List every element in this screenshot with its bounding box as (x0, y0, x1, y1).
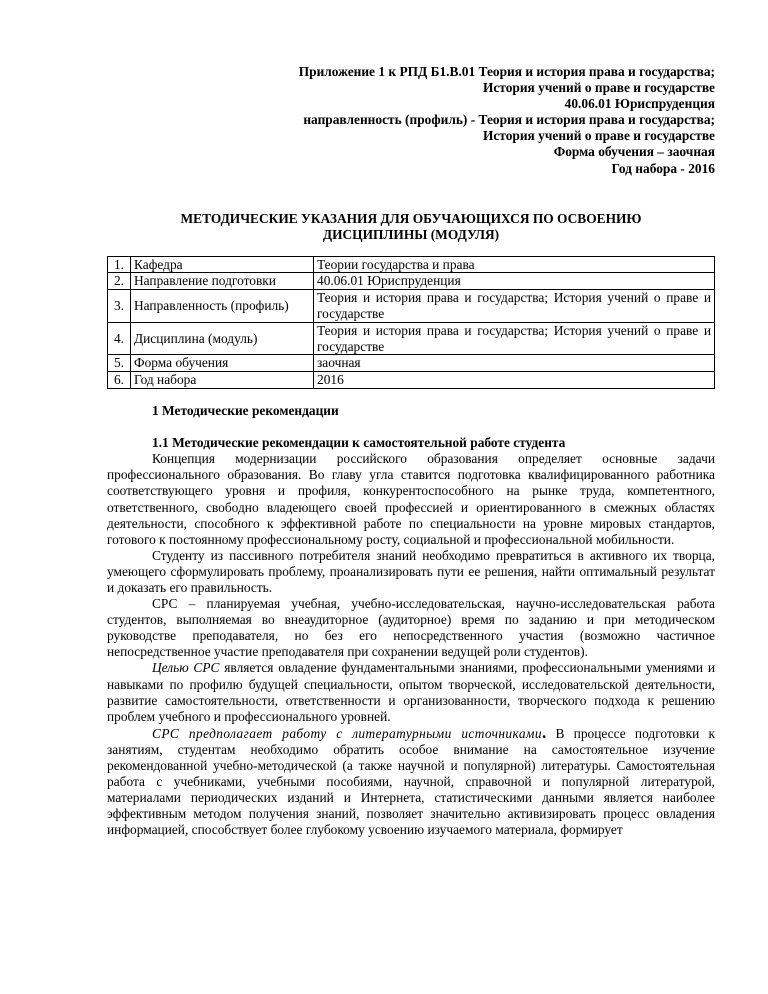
header-line: Год набора - 2016 (611, 160, 715, 176)
row-label: Направленность (профиль) (131, 290, 314, 323)
row-value: Теории государства и права (314, 256, 715, 273)
row-value: Теория и история права и государства; История учений о праве и государстве (314, 290, 715, 323)
italic-term: Целью СРС (152, 660, 220, 676)
document-page (107, 64, 715, 838)
paragraph (107, 660, 715, 724)
row-label: Кафедра (131, 256, 314, 273)
paragraph (107, 722, 715, 839)
header-line: Приложение 1 к РПД Б1.В.01 Теория и история права и государства; (298, 64, 715, 79)
row-number: 4. (108, 322, 131, 355)
paragraph-text: является овладение фундаментальными знаниями, профессиональными умениями и навыками по профилю будущей специальности, опытом творческой, исследовательской деятельности, развитие самостоятельности, ответственности и организованности, творческого подхода к решению проблем учебного и профессионального уровней. (107, 660, 716, 724)
paragraph: Студенту из пассивного потребителя знаний необходимо превратиться в активного их творца, умеющего сформулировать проблему, проанализировать пути ее решения, найти оптимальный результат и доказать его правильность. (107, 547, 715, 595)
row-label: Направление подготовки (131, 273, 314, 290)
row-number: 6. (108, 372, 131, 389)
paragraph: Концепция модернизации российского образования определяет основные задачи профессионального образования. Во главу угла ставится подготовка квалифицированного работника соответствующего уровня и профиля, конкурентоспособного на рынке труда, компетентного, ответственного, свободно владеющего своей профессией и ориентированного в смежных областях деятельности, способного к эффективной работе по специальности на уровне мировых стандартов, готового к постоянному профессиональному росту, социальной и профессиональной мобильности. (107, 451, 715, 547)
table-row (108, 273, 715, 290)
header-line: направленность (профиль) - Теория и история права и государства; (303, 112, 715, 128)
paragraph: СРС – планируемая учебная, учебно-исследовательская, научно-исследовательская работа студентов, выполняемая во внеаудиторное (аудиторное) время по заданию и при методическом руководстве преподавателя, но без его непосредственного участия (возможно частичное непосредственное участие преподавателя при сохранении ведущей роли студентов). (107, 596, 715, 660)
document-header (107, 64, 715, 177)
table-row (108, 355, 715, 372)
header-line: 40.06.01 Юриспруденция (564, 96, 715, 112)
discipline-info-table (107, 256, 715, 389)
bold-period: . (541, 722, 547, 742)
italic-term: СРС предполагает работу с литературными источниками (152, 725, 542, 741)
table-row (108, 322, 715, 355)
row-label: Год набора (131, 372, 314, 389)
header-line: История учений о праве и государстве (482, 80, 715, 96)
row-label: Форма обучения (131, 355, 314, 372)
row-number: 5. (108, 355, 131, 372)
table-row (108, 372, 715, 389)
subsection-heading: 1.1 Методические рекомендации к самостоятельной работе студента (152, 435, 566, 451)
title-line: ДИСЦИПЛИНЫ (МОДУЛЯ) (322, 227, 500, 243)
row-number: 3. (108, 290, 131, 323)
title-line: МЕТОДИЧЕСКИЕ УКАЗАНИЯ ДЛЯ ОБУЧАЮЩИХСЯ ПО ОСВОЕНИЮ (180, 210, 642, 226)
table-row (108, 290, 715, 323)
document-title (107, 211, 715, 244)
row-value: заочная (314, 355, 715, 372)
header-line: Форма обучения – заочная (553, 144, 715, 160)
section-heading: 1 Методические рекомендации (152, 403, 339, 419)
header-line: История учений о праве и государстве (482, 128, 715, 144)
row-label: Дисциплина (модуль) (131, 322, 314, 355)
row-value: 2016 (314, 372, 715, 389)
row-value: Теория и история права и государства; История учений о праве и государстве (314, 322, 715, 355)
row-number: 1. (108, 256, 131, 273)
row-value: 40.06.01 Юриспруденция (314, 273, 715, 290)
paragraph-text: В процессе подготовки к занятиям, студентам необходимо обратить особое внимание на самостоятельное изучение рекомендованной учебно-методической (а также научной и популярной) литературы. Самостоятельная работа с учебниками, учебными пособиями, научной, справочной и популярной литературой, материалами периодических изданий и Интернета, статистическими данными является наиболее эффективным методом получения знаний, позволяет значительно активизировать процесс овладения информацией, способствует более глубокому усвоению изучаемого материала, формирует (107, 725, 715, 838)
table-row (108, 256, 715, 273)
row-number: 2. (108, 273, 131, 290)
